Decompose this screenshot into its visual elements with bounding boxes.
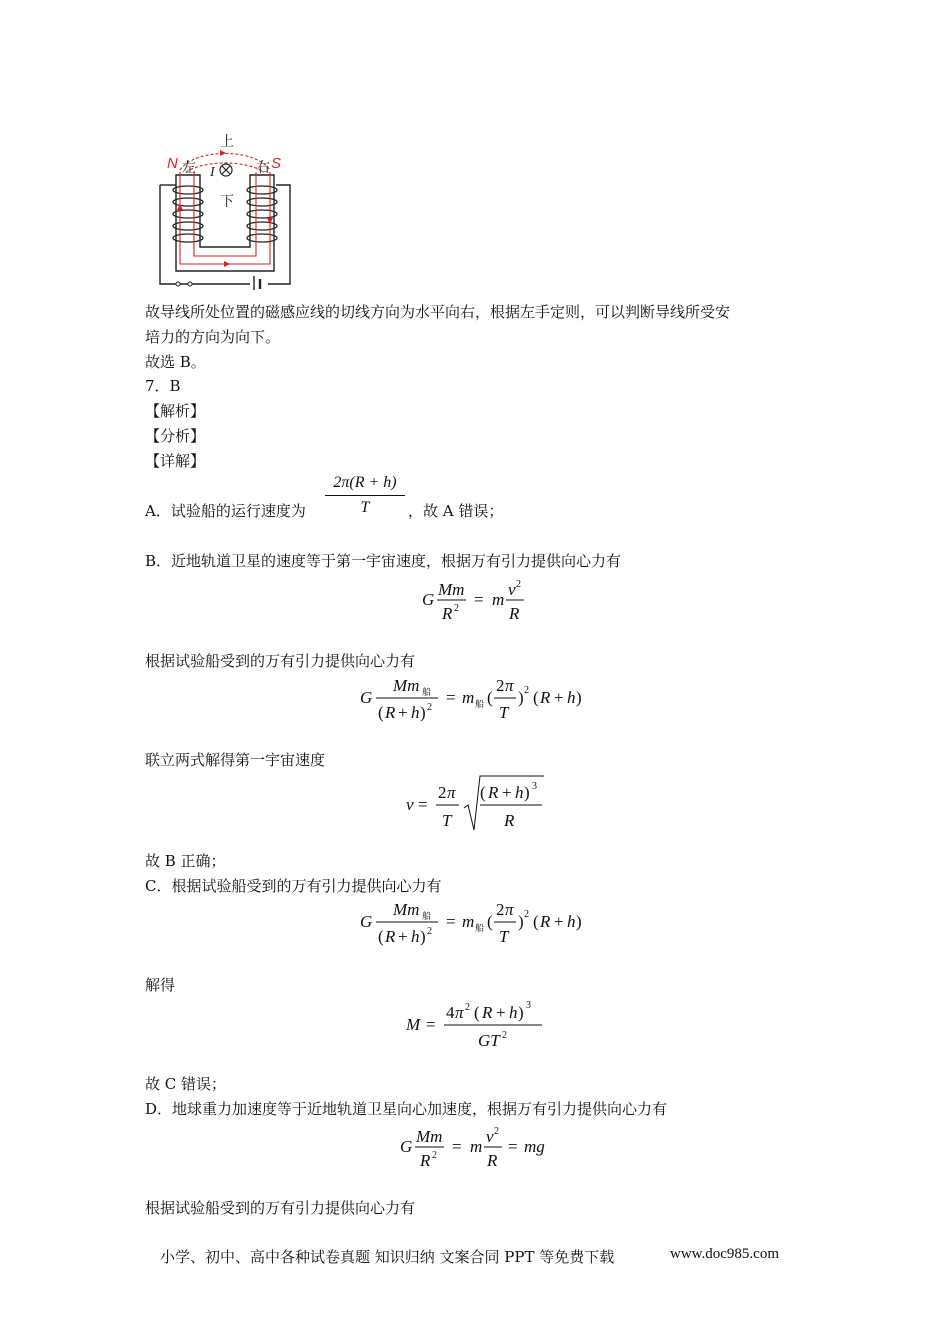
svg-text:=: = bbox=[418, 795, 428, 814]
option-b-line-1: B．近地轨道卫星的速度等于第一宇宙速度，根据万有引力提供向心力有 bbox=[145, 552, 622, 570]
svg-text:): ) bbox=[576, 688, 582, 707]
option-a-prefix: A．试验船的运行速度为 bbox=[145, 502, 306, 520]
svg-text:GT: GT bbox=[478, 1031, 500, 1050]
svg-text:h: h bbox=[411, 703, 420, 722]
svg-text:+: + bbox=[398, 927, 408, 946]
svg-text:2: 2 bbox=[465, 1002, 470, 1013]
svg-text:Mm: Mm bbox=[393, 900, 420, 919]
svg-text:船: 船 bbox=[422, 912, 432, 922]
svg-text:2: 2 bbox=[496, 676, 505, 695]
svg-text:T: T bbox=[442, 811, 452, 830]
option-c-conclusion: 故 C 错误； bbox=[145, 1075, 227, 1093]
svg-text:+: + bbox=[398, 703, 408, 722]
svg-text:+: + bbox=[554, 688, 564, 707]
question-7-answer: 7．B bbox=[145, 377, 181, 395]
svg-text:Mm: Mm bbox=[438, 580, 465, 599]
svg-text:(: ( bbox=[378, 927, 384, 946]
svg-text:2: 2 bbox=[516, 579, 521, 590]
svg-text:2: 2 bbox=[427, 702, 432, 713]
svg-text:m: m bbox=[492, 590, 505, 609]
option-b-line-2: 根据试验船受到的万有引力提供向心力有 bbox=[145, 652, 416, 670]
option-a-fraction bbox=[325, 472, 405, 519]
svg-text:2: 2 bbox=[494, 1126, 499, 1137]
svg-text:mg: mg bbox=[524, 1137, 545, 1156]
svg-text:(: ( bbox=[533, 688, 539, 707]
svg-text:(: ( bbox=[474, 1003, 480, 1022]
label-left: 左 bbox=[182, 160, 196, 176]
svg-text:R: R bbox=[487, 1151, 498, 1170]
svg-text:R: R bbox=[540, 912, 551, 931]
svg-text:): ) bbox=[518, 688, 524, 707]
label-current: I bbox=[210, 165, 215, 180]
label-bottom: 下 bbox=[220, 194, 234, 210]
svg-text:): ) bbox=[518, 912, 524, 931]
svg-text:+: + bbox=[496, 1003, 506, 1022]
svg-text:h: h bbox=[411, 927, 420, 946]
option-a-suffix: ，故 A 错误； bbox=[408, 502, 504, 520]
svg-text:): ) bbox=[420, 927, 426, 946]
svg-text:R: R bbox=[442, 604, 453, 623]
paragraph-line-1: 故导线所处位置的磁感应线的切线方向为水平向右，根据左手定则，可以判断导线所受安 bbox=[145, 303, 731, 321]
svg-text:π: π bbox=[505, 676, 514, 695]
svg-text:R: R bbox=[385, 703, 396, 722]
svg-text:2: 2 bbox=[438, 783, 447, 802]
svg-text:T: T bbox=[499, 927, 509, 946]
svg-text:M: M bbox=[406, 1015, 421, 1034]
svg-text:2: 2 bbox=[496, 900, 505, 919]
svg-text:2: 2 bbox=[427, 926, 432, 937]
svg-text:(: ( bbox=[378, 703, 384, 722]
svg-text:R: R bbox=[504, 811, 515, 830]
svg-text:=: = bbox=[474, 590, 484, 609]
formula-ship-gravity bbox=[358, 671, 598, 727]
formula-first-cosmic-velocity bbox=[404, 772, 554, 834]
svg-text:): ) bbox=[576, 912, 582, 931]
svg-text:R: R bbox=[488, 783, 499, 802]
svg-text:π: π bbox=[447, 783, 456, 802]
svg-text:R: R bbox=[482, 1003, 493, 1022]
svg-text:h: h bbox=[515, 783, 524, 802]
svg-text:h: h bbox=[509, 1003, 518, 1022]
svg-text:Mm: Mm bbox=[416, 1127, 443, 1146]
svg-text:(: ( bbox=[533, 912, 539, 931]
option-a-numerator: 2π(R + h) bbox=[333, 474, 397, 491]
svg-text:π: π bbox=[455, 1003, 464, 1022]
option-c-line-1: C．根据试验船受到的万有引力提供向心力有 bbox=[145, 877, 442, 895]
section-jiexi: 【解析】 bbox=[145, 402, 206, 420]
footer-website-link[interactable]: www.doc985.com bbox=[670, 1246, 780, 1262]
svg-text:R: R bbox=[420, 1151, 431, 1170]
svg-text:G: G bbox=[360, 912, 373, 931]
svg-text:(: ( bbox=[487, 912, 493, 931]
svg-text:船: 船 bbox=[475, 924, 485, 934]
svg-text:G: G bbox=[400, 1137, 413, 1156]
svg-text:4: 4 bbox=[446, 1003, 455, 1022]
formula-surface-gravity bbox=[398, 1122, 558, 1174]
label-top: 上 bbox=[220, 134, 234, 150]
svg-text:3: 3 bbox=[532, 781, 537, 792]
svg-text:2: 2 bbox=[454, 603, 459, 614]
formula-earth-mass bbox=[404, 996, 554, 1052]
paragraph-line-3: 故选 B。 bbox=[145, 353, 206, 371]
svg-text:3: 3 bbox=[526, 1000, 531, 1011]
svg-text:=: = bbox=[446, 912, 456, 931]
formula-ship-gravity-repeat bbox=[358, 895, 598, 951]
svg-text:m: m bbox=[470, 1137, 483, 1156]
svg-text:=: = bbox=[426, 1015, 436, 1034]
label-north: N bbox=[167, 155, 178, 172]
svg-text:v: v bbox=[486, 1127, 494, 1146]
svg-text:=: = bbox=[508, 1137, 518, 1156]
svg-text:): ) bbox=[420, 703, 426, 722]
svg-text:+: + bbox=[502, 783, 512, 802]
svg-text:+: + bbox=[554, 912, 564, 931]
option-d-line-2: 根据试验船受到的万有引力提供向心力有 bbox=[145, 1199, 416, 1217]
footer-slogan: 小学、初中、高中各种试卷真题 知识归纳 文案合同 PPT 等免费下载 bbox=[160, 1248, 615, 1266]
svg-text:2: 2 bbox=[524, 909, 529, 920]
svg-text:m: m bbox=[462, 912, 475, 931]
option-a-denominator: T bbox=[360, 499, 370, 516]
option-b-line-3: 联立两式解得第一宇宙速度 bbox=[145, 751, 326, 769]
option-d-line-1: D．地球重力加速度等于近地轨道卫星向心加速度，根据万有引力提供向心力有 bbox=[145, 1100, 668, 1118]
section-fenxi: 【分析】 bbox=[145, 427, 206, 445]
svg-text:π: π bbox=[505, 900, 514, 919]
option-b-conclusion: 故 B 正确； bbox=[145, 852, 226, 870]
svg-text:R: R bbox=[385, 927, 396, 946]
svg-text:): ) bbox=[518, 1003, 524, 1022]
formula-gravity-centripetal bbox=[420, 575, 560, 627]
electromagnet-diagram bbox=[150, 130, 300, 290]
svg-text:2: 2 bbox=[432, 1150, 437, 1161]
svg-text:2: 2 bbox=[524, 685, 529, 696]
svg-text:v: v bbox=[508, 580, 516, 599]
label-right: 右 bbox=[256, 160, 270, 176]
svg-text:Mm: Mm bbox=[393, 676, 420, 695]
svg-text:h: h bbox=[567, 912, 576, 931]
svg-text:m: m bbox=[462, 688, 475, 707]
svg-text:G: G bbox=[360, 688, 373, 707]
svg-text:T: T bbox=[499, 703, 509, 722]
svg-text:v: v bbox=[406, 795, 414, 814]
option-c-line-2: 解得 bbox=[145, 976, 176, 994]
svg-text:2: 2 bbox=[502, 1030, 507, 1041]
svg-text:船: 船 bbox=[475, 700, 485, 710]
svg-text:R: R bbox=[540, 688, 551, 707]
svg-text:(: ( bbox=[480, 783, 486, 802]
svg-text:): ) bbox=[524, 783, 530, 802]
svg-text:h: h bbox=[567, 688, 576, 707]
svg-text:=: = bbox=[452, 1137, 462, 1156]
svg-text:R: R bbox=[509, 604, 520, 623]
paragraph-line-2: 培力的方向为向下。 bbox=[145, 328, 281, 346]
svg-text:(: ( bbox=[487, 688, 493, 707]
label-south: S bbox=[271, 155, 282, 172]
svg-text:船: 船 bbox=[422, 688, 432, 698]
svg-text:=: = bbox=[446, 688, 456, 707]
section-xiangjie: 【详解】 bbox=[145, 452, 206, 470]
svg-text:G: G bbox=[422, 590, 435, 609]
